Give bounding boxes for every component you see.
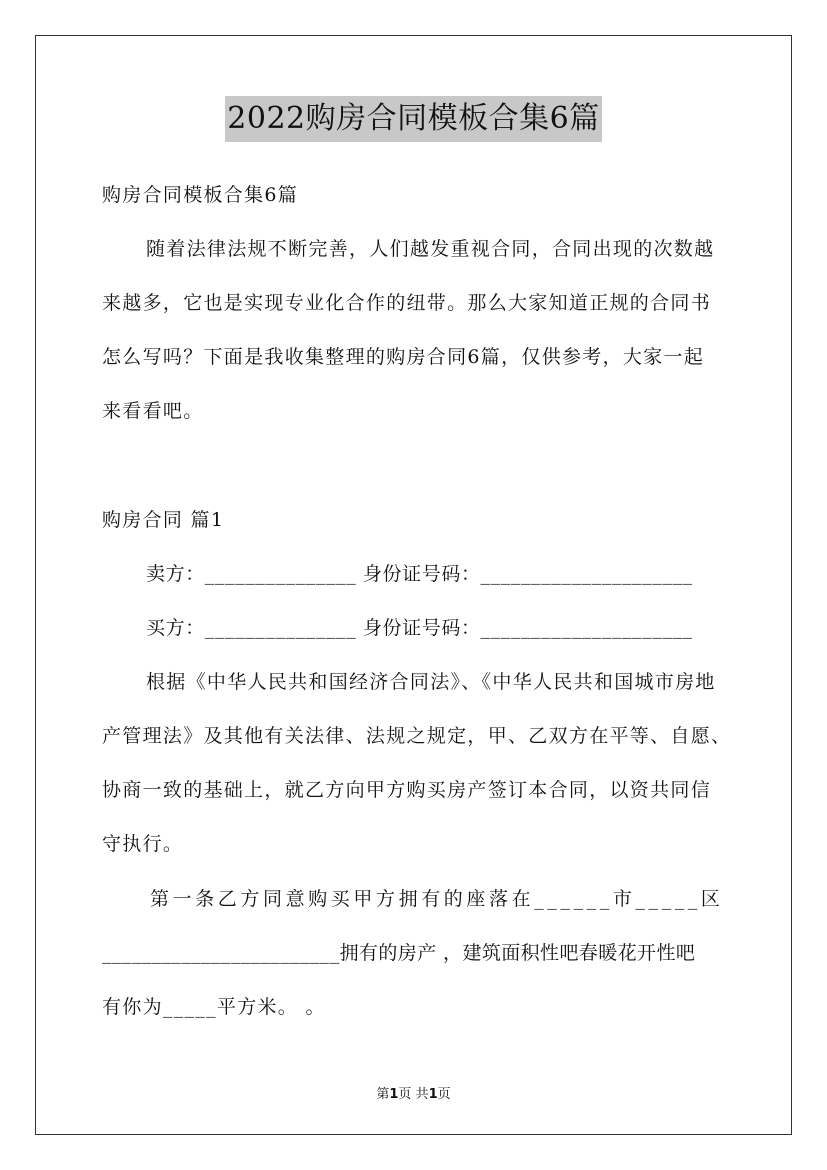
intro-line-1: 随着法律法规不断完善，人们越发重视合同，合同出现的次数越: [146, 238, 715, 260]
article1-line-2: ________________________拥有的房产 ，建筑面积性吧春暖花开性吧: [102, 942, 696, 964]
seller-line: 卖方：_______________ 身份证号码：_____________________: [146, 563, 693, 585]
footer-page-suffix: 页: [437, 1087, 451, 1102]
intro-line-4: 来看看吧。: [102, 400, 204, 422]
article1-line-1: 第一条乙方同意购买甲方拥有的座落在______市_____区: [150, 888, 724, 910]
basis-line-3: 协商一致的基础上，就乙方向甲方购买房产签订本合同，以资共同信: [102, 779, 712, 801]
page-footer: [0, 1083, 827, 1102]
footer-page-number: 1: [389, 1087, 399, 1102]
footer-page-total: 1: [428, 1087, 438, 1102]
section-heading: 购房合同 篇1: [102, 509, 225, 531]
article1-line-3: 有你为_____平方米。 。: [102, 996, 326, 1018]
footer-page-mid: 页 共: [398, 1087, 429, 1102]
document-title-wrap: [0, 96, 827, 142]
basis-line-4: 守执行。: [102, 833, 184, 855]
basis-line-2: 产管理法》及其他有关法律、法规之规定，甲、乙双方在平等、自愿、: [102, 725, 732, 747]
intro-line-2: 来越多，它也是实现专业化合作的纽带。那么大家知道正规的合同书: [102, 292, 712, 314]
document-title: 2022购房合同模板合集6篇: [225, 96, 601, 142]
footer-page-prefix: 第: [376, 1087, 390, 1102]
basis-line-1: 根据《中华人民共和国经济合同法》、《中华人民共和国城市房地: [146, 671, 716, 693]
intro-line-3: 怎么写吗？下面是我收集整理的购房合同6篇，仅供参考，大家一起: [102, 346, 705, 368]
subtitle: 购房合同模板合集6篇: [102, 184, 299, 206]
buyer-line: 买方：_______________ 身份证号码：_____________________: [146, 617, 693, 639]
